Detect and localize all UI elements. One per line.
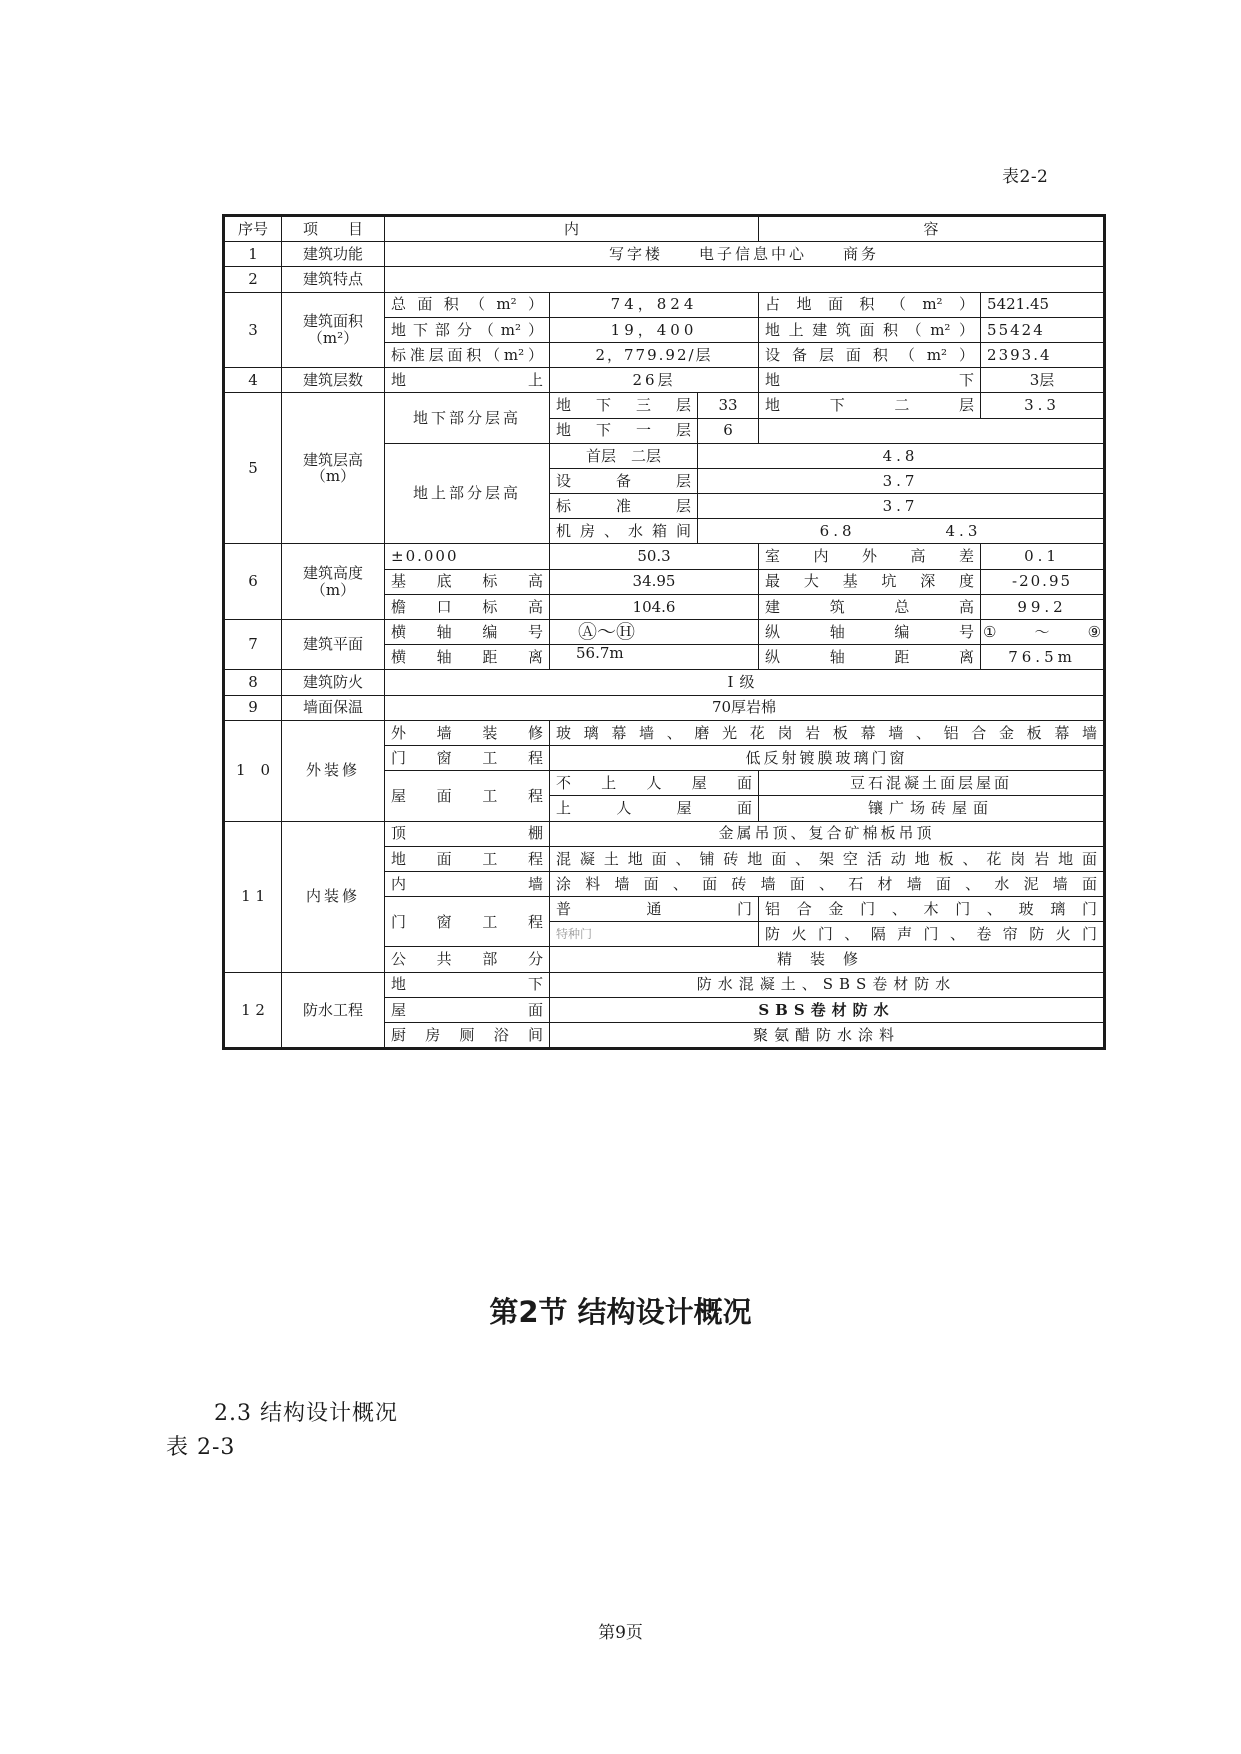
cell-value: 聚氨醋防水涂料 <box>550 1023 1105 1049</box>
cell-value: 金属吊顶、复合矿棉板吊顶 <box>550 821 1105 846</box>
cell-value: 26层 <box>550 368 759 393</box>
row-no: 1 2 <box>224 972 282 1049</box>
cell-label: 横轴编号 <box>385 620 550 645</box>
mach-value-2: 4.3 <box>945 522 982 541</box>
cell-label: 室内外高差 <box>759 544 981 569</box>
cell-value: SBS卷材防水 <box>550 997 1105 1022</box>
cell-label: 横轴距离 <box>385 645 550 670</box>
cell-value: 74，824 <box>550 292 759 317</box>
cell-label: 地下三层 <box>550 393 698 418</box>
cell-label: 门窗工程 <box>385 745 550 770</box>
cell-value: 0.1 <box>981 544 1105 569</box>
subsection-heading: 2.3 结构设计概况 <box>214 1401 398 1426</box>
cell-value <box>385 267 1105 292</box>
axis-start: ① <box>983 622 1014 641</box>
table-row <box>224 670 1105 695</box>
cell-value: 33 <box>698 393 759 418</box>
table-row <box>224 720 1105 745</box>
row-item: 防水工程 <box>282 972 385 1049</box>
cell-label: 地下部分（m²） <box>385 317 550 342</box>
cell-label: 地下 <box>759 368 981 393</box>
cell-label: 顶棚 <box>385 821 550 846</box>
mach-value-1: 6.8 <box>819 522 856 541</box>
cell-value <box>698 519 1105 544</box>
cell-label: 首层 二层 <box>550 443 698 468</box>
cell-label: 檐口标高 <box>385 594 550 619</box>
cell-empty <box>759 418 1105 443</box>
cell-label: 地上 <box>385 368 550 393</box>
row-no: 4 <box>224 368 282 393</box>
cell-label: 基底标高 <box>385 569 550 594</box>
cell-value: 涂料墙面、面砖墙面、石材墙面、水泥墙面 <box>550 871 1105 896</box>
cell-value: 50.3 <box>550 544 759 569</box>
cell-label: 公共部分 <box>385 947 550 972</box>
cell-label: 纵轴距离 <box>759 645 981 670</box>
cell-label: 标准层 <box>550 494 698 519</box>
cell-label: 屋面工程 <box>385 771 550 821</box>
cell-value: 70厚岩棉 <box>385 695 1105 720</box>
cell-value: 3.3 <box>981 393 1105 418</box>
cell-label: 地下 <box>385 972 550 997</box>
table-row <box>224 393 1105 418</box>
cell-value: -20.95 <box>981 569 1105 594</box>
row-item: 建筑层数 <box>282 368 385 393</box>
cell-label: 地面工程 <box>385 846 550 871</box>
row-item: 内装修 <box>282 821 385 972</box>
cell-value: 104.6 <box>550 594 759 619</box>
table-caption-2: 表 2-3 <box>166 1435 236 1460</box>
row-item: 建筑层高（m） <box>282 393 385 544</box>
cell-value: 豆石混凝土面层屋面 <box>759 771 1105 796</box>
table-row <box>224 821 1105 846</box>
header-content-left: 内 <box>385 216 759 242</box>
cell-label: 内墙 <box>385 871 550 896</box>
cell-label: 最大基坑深度 <box>759 569 981 594</box>
cell-label: 外墙装修 <box>385 720 550 745</box>
row-no: 7 <box>224 620 282 670</box>
row-item: 建筑平面 <box>282 620 385 670</box>
table-row <box>224 267 1105 292</box>
header-item: 项 目 <box>282 216 385 242</box>
cell-label: 地上部分层高 <box>385 443 550 544</box>
table-row <box>224 972 1105 997</box>
cell-value: 防火门、隔声门、卷帘防火门 <box>759 922 1105 947</box>
row-item: 建筑高度（m） <box>282 544 385 620</box>
table-row <box>224 544 1105 569</box>
row-no: 1 0 <box>224 720 282 821</box>
cell-label: 地上建筑面积（m²） <box>759 317 981 342</box>
cell-value: 混凝土地面、铺砖地面、架空活动地板、花岗岩地面 <box>550 846 1105 871</box>
table-row <box>224 292 1105 317</box>
cell-label: 标准层面积（m²） <box>385 342 550 367</box>
row-no: 8 <box>224 670 282 695</box>
section-title: 第2节 结构设计概况 <box>489 1295 752 1329</box>
axis-sep: ～ <box>1034 622 1067 641</box>
cell-label: 机房、水箱间 <box>550 519 698 544</box>
cell-value: 写字楼 电子信息中心 商务 <box>385 242 1105 267</box>
cell-value <box>981 620 1105 645</box>
cell-value: 19，400 <box>550 317 759 342</box>
cell-label: 屋面 <box>385 997 550 1022</box>
cell-value: Ⅰ级 <box>385 670 1105 695</box>
cell-value: 34.95 <box>550 569 759 594</box>
cell-value: 铝合金门、木门、玻璃门 <box>759 897 1105 922</box>
row-item: 墙面保温 <box>282 695 385 720</box>
table-row <box>224 368 1105 393</box>
cell-label: 总面积（m²） <box>385 292 550 317</box>
cell-label: 设备层 <box>550 468 698 493</box>
cell-value: 5421.45 <box>981 292 1105 317</box>
cell-value: 99.2 <box>981 594 1105 619</box>
header-no: 序号 <box>224 216 282 242</box>
page-number: 第9页 <box>598 1623 643 1643</box>
cell-value: 76.5m <box>981 645 1105 670</box>
cell-value: 低反射镀膜玻璃门窗 <box>550 745 1105 770</box>
cell-label: 设备层面积（m²） <box>759 342 981 367</box>
cell-value: Ⓐ～Ⓗ <box>550 620 759 645</box>
cell-label: 建筑总高 <box>759 594 981 619</box>
cell-label: 纵轴编号 <box>759 620 981 645</box>
cell-label: 占地面积（m²） <box>759 292 981 317</box>
row-item: 建筑面积（m²） <box>282 292 385 368</box>
row-item: 建筑特点 <box>282 267 385 292</box>
cell-label: 地下一层 <box>550 418 698 443</box>
cell-value: 玻璃幕墙、磨光花岗岩板幕墙、铝合金板幕墙 <box>550 720 1105 745</box>
table-caption: 表2-2 <box>1002 167 1049 187</box>
cell-value: 56.7m <box>550 645 759 670</box>
row-item: 建筑功能 <box>282 242 385 267</box>
cell-label: 特种门 <box>550 922 759 947</box>
table-row <box>224 695 1105 720</box>
cell-value: 2393.4 <box>981 342 1105 367</box>
row-no: 1 1 <box>224 821 282 972</box>
cell-label: 普通门 <box>550 897 759 922</box>
row-no: 5 <box>224 393 282 544</box>
table-row <box>224 620 1105 645</box>
header-content-right: 容 <box>759 216 1105 242</box>
row-no: 9 <box>224 695 282 720</box>
cell-value: 2，779.92/层 <box>550 342 759 367</box>
building-overview-table <box>222 214 1103 1050</box>
axis-end: ⑨ <box>1087 622 1102 641</box>
cell-label: 不上人屋面 <box>550 771 759 796</box>
table-row <box>224 242 1105 267</box>
row-item: 建筑防火 <box>282 670 385 695</box>
cell-value: 3.7 <box>698 468 1105 493</box>
cell-label: 门窗工程 <box>385 897 550 947</box>
cell-value: 防水混凝土、SBS卷材防水 <box>550 972 1105 997</box>
cell-label: 上人屋面 <box>550 796 759 821</box>
cell-value: 4.8 <box>698 443 1105 468</box>
cell-value: 3层 <box>981 368 1105 393</box>
row-item: 外装修 <box>282 720 385 821</box>
cell-label: 厨房厕浴间 <box>385 1023 550 1049</box>
row-no: 6 <box>224 544 282 620</box>
cell-label: ±0.000 <box>385 544 550 569</box>
cell-value: 55424 <box>981 317 1105 342</box>
cell-value: 6 <box>698 418 759 443</box>
table-header-row <box>224 216 1105 242</box>
row-no: 1 <box>224 242 282 267</box>
cell-label: 地下部分层高 <box>385 393 550 443</box>
cell-label: 地下二层 <box>759 393 981 418</box>
row-no: 2 <box>224 267 282 292</box>
row-no: 3 <box>224 292 282 368</box>
cell-value: 精装修 <box>550 947 1105 972</box>
cell-value: 镶广场砖屋面 <box>759 796 1105 821</box>
cell-value: 3.7 <box>698 494 1105 519</box>
